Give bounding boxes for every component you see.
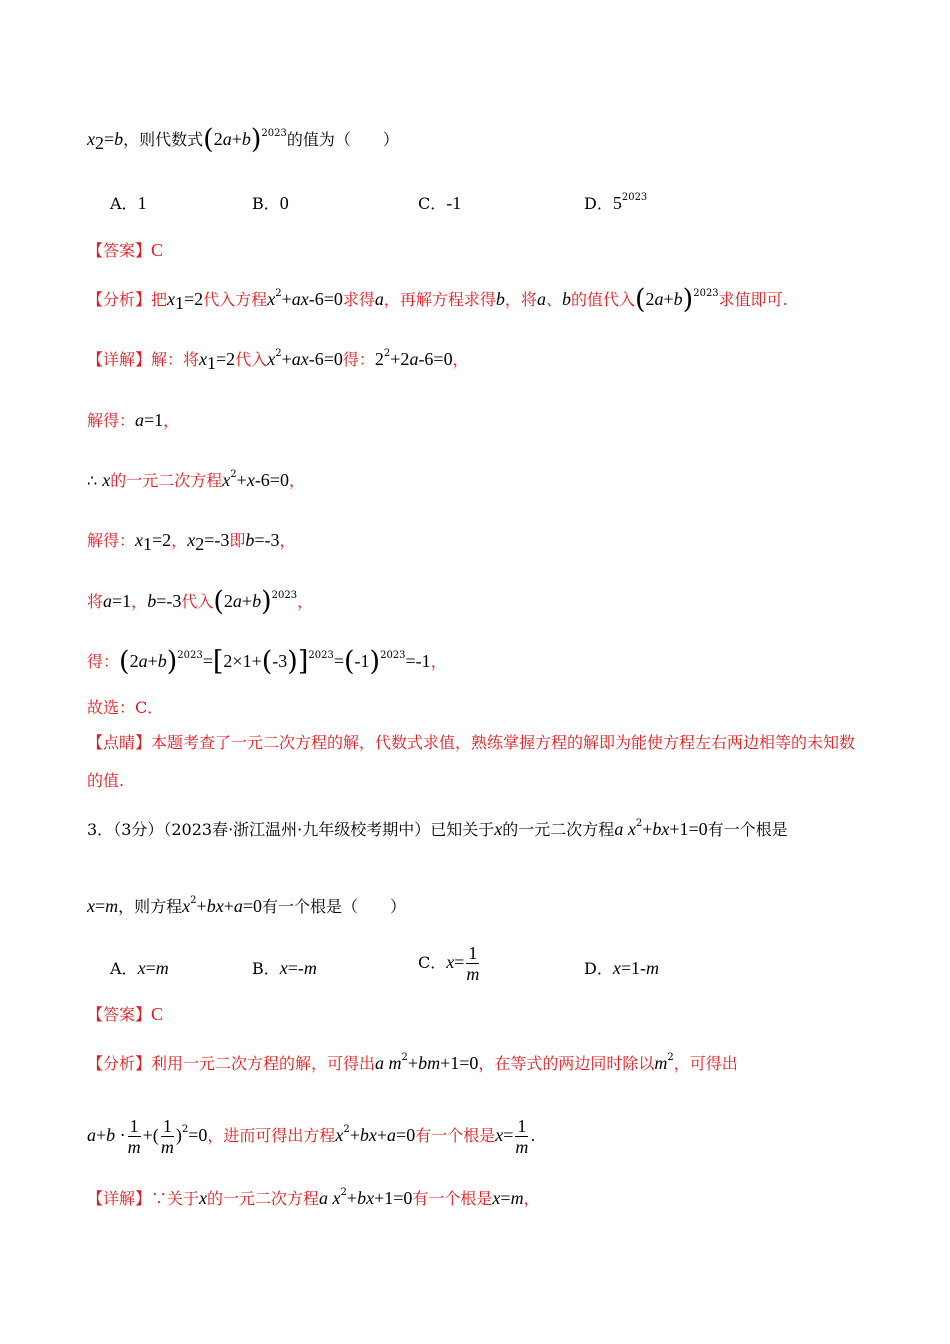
q2-answer: 【答案】C — [87, 240, 164, 260]
q2-detail-line-3: ∴ x的一元二次方程$x^2+x-6=0$， — [87, 469, 305, 490]
q2-detail-line-5: 将a=1，b=-3代入$(2a+b)^{2023}$， — [87, 586, 314, 617]
q3-analysis-line-1: 【分析】利用一元二次方程的解，可得出a $m^2+bm+1=0$，在等式的两边同时除以$m^2$，可得出 — [87, 1052, 738, 1073]
q3-option-d[interactable]: D．x=1-m — [584, 958, 659, 978]
q2-option-c[interactable]: C．-1 — [418, 193, 462, 213]
q2-option-d[interactable]: D．$5^{2023}$ — [584, 192, 648, 213]
q3-option-b[interactable]: B．x=-m — [252, 958, 317, 978]
q3-option-a[interactable]: A．x=m — [110, 958, 169, 978]
q2-analysis: 【分析】把$x_1=2$代入方程$x^2+ax-6=0$求得a，再解方程求得b，将a、b的值代入$(2a+b)^{2023}$求值即可. — [87, 284, 788, 315]
q2-detail-line-2: 解得：a=1， — [87, 410, 180, 430]
q3-stem-line-1: 3．（3分）（2023春·浙江温州·九年级校考期中）已知关于x的一元二次方程a $x^2+bx+1=0$有一个根是 — [87, 818, 788, 839]
q3-stem-line-2: x=m，则方程$x^2+bx+a=0$有一个根是（ ） — [87, 895, 407, 916]
q2-option-b[interactable]: B．0 — [252, 193, 289, 213]
q2-detail-line-6: 得：$(2a+b)^{2023}=[2\times 1+(-3)]^{2023}=(-1)^{2023}=-1$， — [87, 646, 447, 677]
q2-option-a[interactable]: A．1 — [110, 193, 147, 213]
q2-detail-line-7: 故选：C． — [87, 698, 164, 717]
q3-analysis-line-2: a+b · $\frac{1}{m}$ +( $\frac{1}{m}$ )$^2$=0，进而可得出方程$x^2+bx+a=0$有一个根是x= $\frac{1}{m}$ . — [87, 1116, 536, 1157]
q2-comment: 【点睛】本题考查了一元二次方程的解，代数式求值，熟练掌握方程的解即为能使方程左右两边相等的未知数的值. — [87, 733, 856, 790]
q2-detail-line-1: 【详解】解：将$x_1=2$代入$x^2+ax-6=0$得：$2^2+2a-6=0$， — [87, 348, 469, 373]
q3-detail-line-1: 【详解】∵关于x的一元二次方程a $x^2+bx+1=0$有一个根是x=m， — [87, 1187, 540, 1208]
q3-option-c[interactable]: C．x= $\frac{1}{m}$ — [418, 943, 480, 984]
q2-detail-line-4: 解得：$x_1=2$，$x_2=-3$即b=-3， — [87, 530, 296, 554]
q2-stem-line: $x_2=b$，则代数式$(2a+b)^{2023}$的值为（ ） — [87, 124, 399, 155]
q3-answer: 【答案】C — [87, 1004, 164, 1024]
